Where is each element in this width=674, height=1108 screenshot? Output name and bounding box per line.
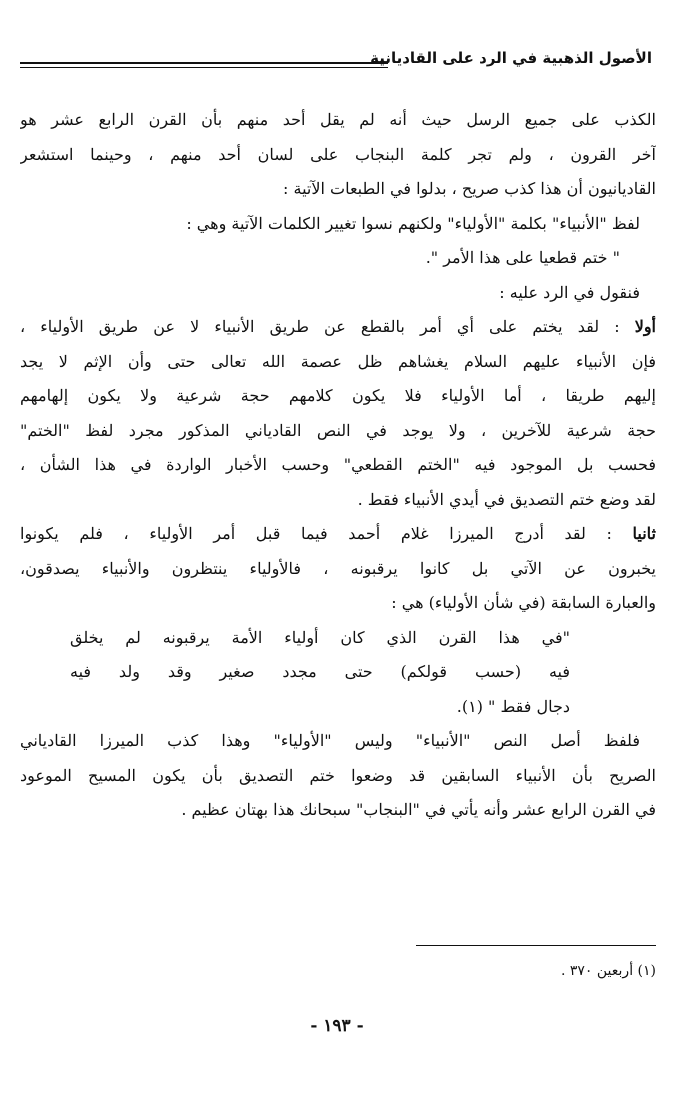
text-line — [20, 414, 656, 449]
text-line — [20, 621, 656, 656]
line-text: فإن الأنبياء عليهم السلام يغشاهم ظل عصمة الله تعالى حتى وأن الإثم لا يجد — [20, 351, 656, 371]
text-line — [20, 379, 656, 414]
line-text: فنقول في الرد عليه : — [499, 282, 640, 302]
text-line — [20, 517, 656, 552]
line-text: آخر القرون ، ولم تجر كلمة البنجاب على لسان أحد منهم ، وحينما استشعر — [20, 144, 656, 164]
text-line — [20, 586, 656, 621]
paragraph-lead: ثانيا — [632, 524, 656, 543]
line-text: : لقد أدرج الميرزا غلام أحمد فيما قبل أمر الأولياء ، فلم يكونوا — [20, 524, 633, 543]
line-text: إليهم طريقا ، أما الأولياء فلا يكون كلامهم حجة شرعية ولا يكون إلهامهم — [20, 386, 656, 405]
text-line — [20, 655, 656, 690]
line-text: : لقد يختم على أي أمر بالقطع عن طريق الأنبياء لا عن طريق الأولياء ، — [20, 317, 635, 336]
text-line — [20, 724, 656, 759]
line-text: في القرن الرابع عشر وأنه يأتي في "البنجاب" سبحانك هذا بهتان عظيم . — [181, 800, 656, 819]
line-text: " ختم قطعيا على هذا الأمر ". — [425, 248, 620, 267]
text-line — [20, 138, 656, 173]
line-text: فيه (حسب قولكم) حتى مجدد صغير وقد ولد فيه — [70, 662, 570, 681]
line-text: حجة شرعية للآخرين ، ولا يوجد في النص القادياني المذكور مجرد لفظ "الختم" — [20, 420, 656, 440]
line-text: الكذب على جميع الرسل حيث أنه لم يقل أحد منهم بأن القرن الرابع عشر هو — [20, 110, 656, 129]
text-line — [20, 276, 656, 311]
line-text: لقد وضع ختم التصديق في أيدي الأنبياء فقط . — [357, 489, 656, 509]
text-line — [20, 448, 656, 483]
line-text: فلفظ أصل النص "الأنبياء" وليس "الأولياء" وهذا كذب الميرزا القادياني — [20, 731, 641, 750]
text-line — [20, 483, 656, 518]
text-line — [20, 241, 656, 276]
line-text: لفظ "الأنبياء" بكلمة "الأولياء" ولكنهم نسوا تغيير الكلمات الآتية وهي : — [186, 213, 640, 233]
line-text: الصريح بأن الأنبياء السابقين قد وضعوا ختم التصديق بأن يكون المسيح الموعود — [20, 765, 656, 785]
header-title: الأصول الذهبية في الرد على القاديانية — [370, 49, 652, 67]
footnote-rule — [416, 945, 656, 946]
text-line — [20, 172, 656, 207]
text-line — [20, 793, 656, 828]
text-line — [20, 759, 656, 794]
text-line — [20, 103, 656, 138]
text-line — [20, 345, 656, 380]
line-text: القاديانيون أن هذا كذب صريح ، بدلوا في الطبعات الآتية : — [283, 179, 656, 198]
header-rule-thin — [20, 67, 388, 68]
text-line — [20, 207, 656, 242]
line-text: دجال فقط " (١). — [456, 696, 570, 716]
page-number: - ١٩٣ - — [310, 1016, 364, 1036]
footnote: (١) أربعين ٣٧٠ . — [560, 963, 656, 979]
line-text: والعبارة السابقة (في شأن الأولياء) هي : — [391, 593, 656, 612]
text-line — [20, 310, 656, 345]
line-text: يخبرون عن الآتي بل كانوا يرقبونه ، فالأولياء ينتظرون والأنبياء يصدقون، — [20, 558, 656, 578]
running-header — [20, 46, 652, 86]
line-text: فحسب بل الموجود فيه "الختم القطعي" وحسب الأخبار الواردة في هذا الشأن ، — [20, 455, 656, 474]
text-line — [20, 690, 656, 725]
line-text: "في هذا القرن الذي كان أولياء الأمة يرقبونه لم يخلق — [70, 627, 570, 647]
paragraph-lead: أولا — [634, 317, 656, 336]
header-rule-thick — [20, 62, 388, 64]
text-line — [20, 552, 656, 587]
body-text — [20, 103, 656, 828]
